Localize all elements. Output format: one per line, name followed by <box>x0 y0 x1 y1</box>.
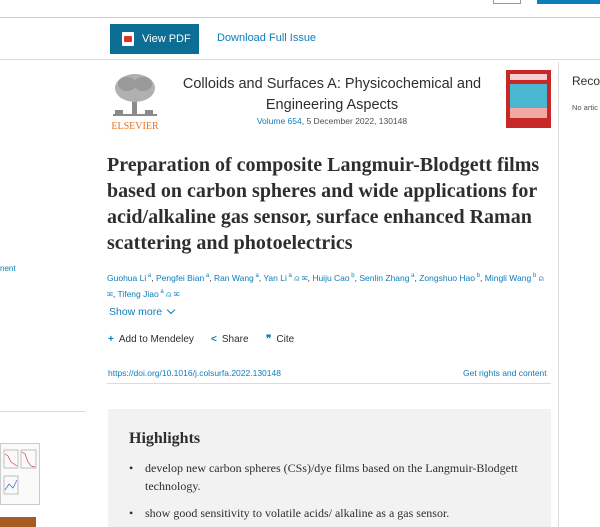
cover-header-band <box>510 74 547 80</box>
person-icon: ⍝ <box>163 288 172 299</box>
author-separator: , <box>258 272 264 283</box>
author-name: Guohua Li <box>107 272 147 283</box>
author-separator: , <box>209 272 214 283</box>
chevron-down-icon <box>167 306 175 314</box>
author-link[interactable] <box>419 273 480 283</box>
author-link[interactable] <box>312 273 354 283</box>
author-list <box>107 269 552 301</box>
view-pdf-button[interactable] <box>110 24 199 54</box>
mail-icon: ✉ <box>171 288 180 299</box>
cover-image-band <box>510 84 547 108</box>
author-link[interactable] <box>359 273 414 283</box>
add-to-mendeley-button[interactable] <box>108 334 194 345</box>
highlights-heading: Highlights <box>129 430 201 447</box>
top-nav-button-filled[interactable] <box>537 0 600 4</box>
journal-title-link[interactable]: Colloids and Surfaces A: Physicochemical and Engineering Aspects <box>182 76 482 113</box>
get-rights-link[interactable]: Get rights and content <box>463 368 547 378</box>
article-title: Preparation of composite Langmuir-Blodgett films based on carbon spheres and wide applications for acid/alkaline gas sensor, surface enhanced Raman scattering and photoelectrics <box>107 154 540 254</box>
elsevier-wordmark: ELSEVIER <box>111 121 159 132</box>
affiliation-marker: a <box>158 288 164 295</box>
view-pdf-label: View PDF <box>142 33 191 45</box>
show-more-label: Show more <box>109 306 163 318</box>
person-icon: ⍝ <box>536 272 544 283</box>
cover-image-band-lower <box>510 108 547 118</box>
sidebar-divider <box>558 62 559 527</box>
figure-thumbnail-second[interactable] <box>0 517 36 527</box>
left-rail-divider <box>0 411 86 412</box>
elsevier-logo[interactable] <box>107 70 163 132</box>
share-label: Share <box>221 334 249 345</box>
author-separator: , <box>480 272 485 283</box>
person-icon: ⍝ <box>291 272 300 283</box>
author-link[interactable] <box>117 289 179 299</box>
doi-link[interactable]: https://doi.org/10.1016/j.colsurfa.2022.130148 <box>108 368 281 378</box>
author-name: Senlin Zhang <box>359 272 410 283</box>
issue-date-pages: , 5 December 2022, 130148 <box>301 116 408 126</box>
author-separator: , <box>307 272 313 283</box>
author-separator: , <box>112 288 118 299</box>
plus-icon: + <box>108 334 114 345</box>
pdf-icon <box>122 32 134 46</box>
author-name: Tifeng Jiao <box>117 288 159 299</box>
affiliation-marker: b <box>531 273 537 279</box>
author-name: Zongshuo Hao <box>419 272 475 283</box>
download-full-issue-link[interactable]: Download Full Issue <box>217 32 317 44</box>
mendeley-label: Add to Mendeley <box>118 334 194 345</box>
journal-cover-image[interactable] <box>506 70 551 128</box>
author-link[interactable] <box>156 273 209 283</box>
author-name: Yan Li <box>263 272 287 283</box>
article-action-bar <box>0 18 600 60</box>
share-button[interactable] <box>211 334 249 345</box>
author-link[interactable] <box>263 273 307 283</box>
affiliation-marker: b <box>475 273 481 279</box>
highlights-box <box>108 409 551 527</box>
highlight-item: • develop new carbon spheres (CSs)/dye films based on the Langmuir-Blodgett technology. <box>129 459 529 495</box>
recommended-articles-note: No artic <box>572 103 598 112</box>
author-separator: , <box>151 272 156 283</box>
affiliation-marker: a <box>286 273 292 279</box>
affiliation-marker: a <box>409 273 415 279</box>
highlight-item: • show good sensitivity to volatile acids/ alkaline as a gas sensor. <box>129 504 529 522</box>
top-nav-bar <box>0 0 600 18</box>
mail-icon: ✉ <box>107 288 113 299</box>
highlights-list <box>129 459 529 527</box>
affiliation-marker: b <box>349 273 355 279</box>
top-nav-button-outline[interactable] <box>493 0 521 4</box>
journal-issue-info <box>172 116 492 126</box>
quote-icon: ❞ <box>266 334 272 345</box>
author-name: Mingli Wang <box>484 272 532 283</box>
affiliation-marker: a <box>204 273 210 279</box>
left-rail-outline-fragment[interactable]: nent <box>0 264 16 273</box>
author-separator: , <box>354 272 360 283</box>
author-name: Huiju Cao <box>312 272 350 283</box>
author-link[interactable] <box>107 273 151 283</box>
recommended-articles-heading: Reco <box>572 74 600 88</box>
author-name: Pengfei Bian <box>155 272 205 283</box>
mail-icon: ✉ <box>299 272 308 283</box>
article-header-divider <box>107 383 551 384</box>
show-more-button[interactable] <box>109 306 174 318</box>
affiliation-marker: a <box>253 273 259 279</box>
cite-button[interactable] <box>266 334 294 345</box>
figure-thumbnail[interactable] <box>0 443 40 505</box>
author-separator: , <box>414 272 420 283</box>
affiliation-marker: a <box>146 273 152 279</box>
author-name: Ran Wang <box>213 272 254 283</box>
volume-link[interactable]: Volume 654 <box>256 116 302 126</box>
cite-label: Cite <box>276 334 295 345</box>
author-link[interactable] <box>214 273 259 283</box>
share-icon: < <box>211 334 217 345</box>
